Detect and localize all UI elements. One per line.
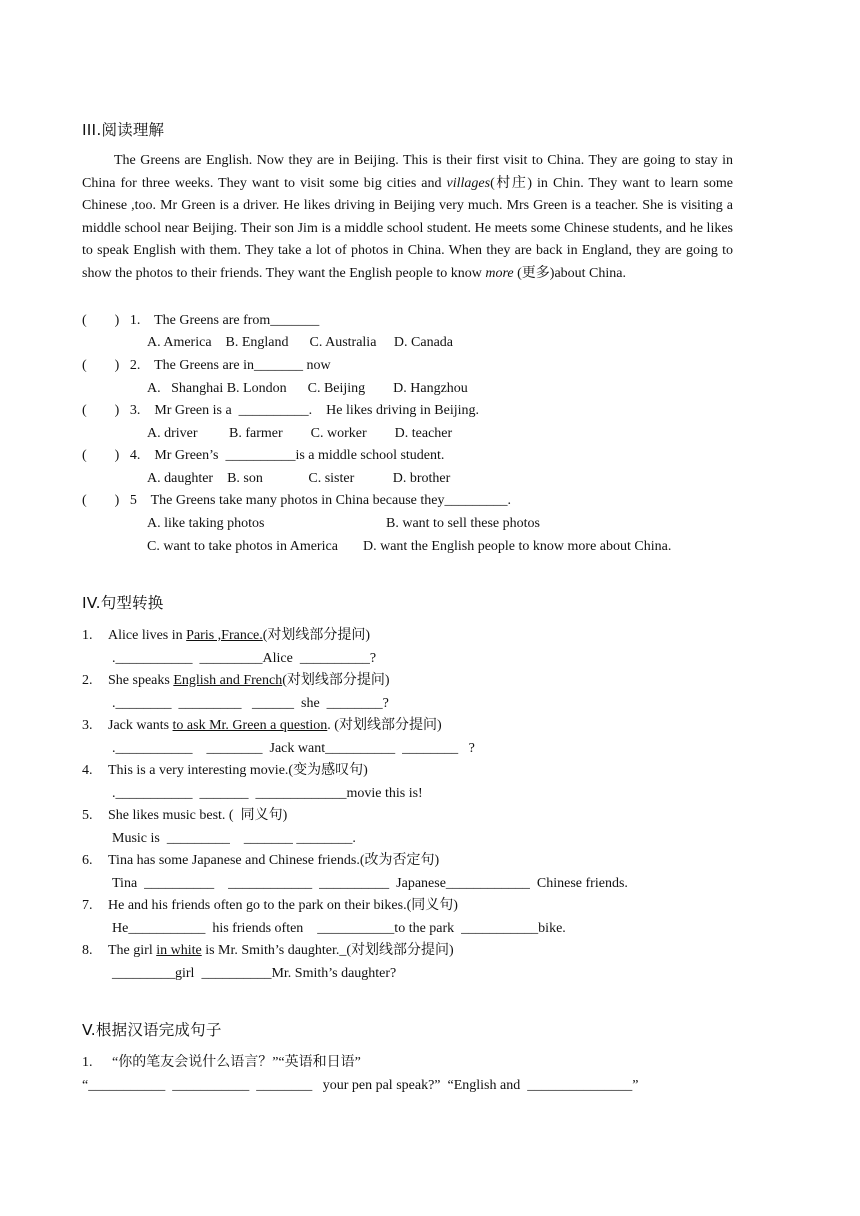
translate-item-chinese: “你的笔友会说什么语言？”“英语和日语” [112,1055,361,1070]
question-5-option-b: B. want to sell these photos [386,516,540,531]
question-5-option-a: A. like taking photos [147,516,265,531]
question-5-option-d: D. want the English people to know more about China. [363,539,672,554]
reading-passage: The Greens are English. Now they are in Beijing. This is their first visit to China. They are going to stay in China for three weeks. They want to visit some big cities and villages(村庄) in Chin. They want to learn some Chinese ,too. Mr Green is a driver. He likes driving in Beijing very much. Mrs Green is a teacher. She is visiting a middle school near Beijing. Their son Jim is a middle school student. He meets some Chinese students, and he likes to speak English with them. They take a lot of photos in China. When they are back in England, they are going to show the photos to their friends. They want the English people to know more (更多)about China. [82,153,733,281]
question-4: ( ) 4. Mr Green’s __________is a middle school student. [82,448,445,463]
answer-blank-line: .___________ _______ _____________movie this is! [112,786,423,801]
worksheet-page: III.阅读理解 The Greens are English. Now they are in Beijing. This is their first visit to China. They are going to stay in China for three weeks. They want to visit some big cities and villages(村庄) in Chin. They want to learn some Chinese ,too. Mr Green is a driver. He likes driving in Beijing very much. Mrs Green is a teacher. She is visiting a middle school near Beijing. Their son Jim is a middle school student. He meets some Chinese students, and he likes to speak English with them. They take a lot of photos in China. When they are back in England, they are going to show the photos to their friends. They want the English people to know more (更多)about China. ( ) 1. The Greens are from_______ A. America B. England C. Australia D. Canada ( ) 2. The Greens are in_______ now A. Shanghai B. London C. Beijing D. Hangzhou ( ) 3. Mr Green is a __________. He likes driving in Beijing. A. driver B. farmer C. worker D. teacher ( ) 4. Mr Green’s __________is a middle school student. A. daughter B. son C. sister D. brother ( ) 5 The Greens take many photos in China because they_________. A. like taking photos B. want to sell these photos C. want to take photos in America D. want the English people to know more about China. IV.句型转换 1. Alice lives in Paris ,France.(对划线部分提问) .___________ _________Alice __________? 2. She speaks English and French(对划线部分提问) .________ _________ ______ she ________? 3. Jack wants to ask Mr. Green a question. (对划线部分提问) .___________ ________ Jack want__________ ________ ? 4. This is a very interesting movie.(变为感叹句) .___________ _______ _____________movie this is! 5. She likes music best. ( 同义句) Music is _________ _______ ________. 6. Tina has some Japanese and Chinese friends.(改为否定句) Tina __________ ____________ __________ Japanese____________ Chinese friends. 7. He and his friends often go to the park on their bikes.(同义句) He___________ his friends often ___________to the park ___________bike. 8. The girl in white is Mr. Smith’s daughter._(对划线部分提问) _________girl __________Mr. Smith’s daughter? V.根据汉语完成句子 1. “你的笔友会说什么语言？”“英语和日语” “___________ ___________ ________ your pen pal speak?” “English and _______________” [0,0,860,1216]
answer-blank-line: Tina __________ ____________ __________ Japanese____________ Chinese friends. [112,876,628,891]
question-2-options: A. Shanghai B. London C. Beijing D. Hangzhou [147,381,468,396]
question-5: ( ) 5 The Greens take many photos in China because they_________. [82,493,511,508]
answer-blank-line: He___________ his friends often ___________to the park ___________bike. [112,921,566,936]
answer-blank-line: _________girl __________Mr. Smith’s daughter? [112,966,397,981]
section-heading-translate: V.根据汉语完成句子 [82,1021,222,1039]
answer-blank-line: .________ _________ ______ she ________? [112,696,389,711]
question-1-options: A. America B. England C. Australia D. Canada [147,335,453,350]
translate-item-number: 1. [82,1055,93,1070]
answer-blank-line: .___________ ________ Jack want__________ ________ ? [112,741,475,756]
answer-blank-line: .___________ _________Alice __________? [112,651,377,666]
question-3-options: A. driver B. farmer C. worker D. teacher [147,426,453,441]
section-heading-transform: IV.句型转换 [82,594,164,612]
translate-item-answer: “___________ ___________ ________ your pen pal speak?” “English and _______________” [82,1078,639,1093]
question-4-options: A. daughter B. son C. sister D. brother [147,471,451,486]
question-3: ( ) 3. Mr Green is a __________. He likes driving in Beijing. [82,403,480,418]
section-heading-reading: III.阅读理解 [82,121,165,139]
question-1: ( ) 1. The Greens are from_______ [82,313,320,328]
answer-blank-line: Music is _________ _______ ________. [112,831,356,846]
question-5-option-c: C. want to take photos in America [147,539,338,554]
question-2: ( ) 2. The Greens are in_______ now [82,358,331,373]
